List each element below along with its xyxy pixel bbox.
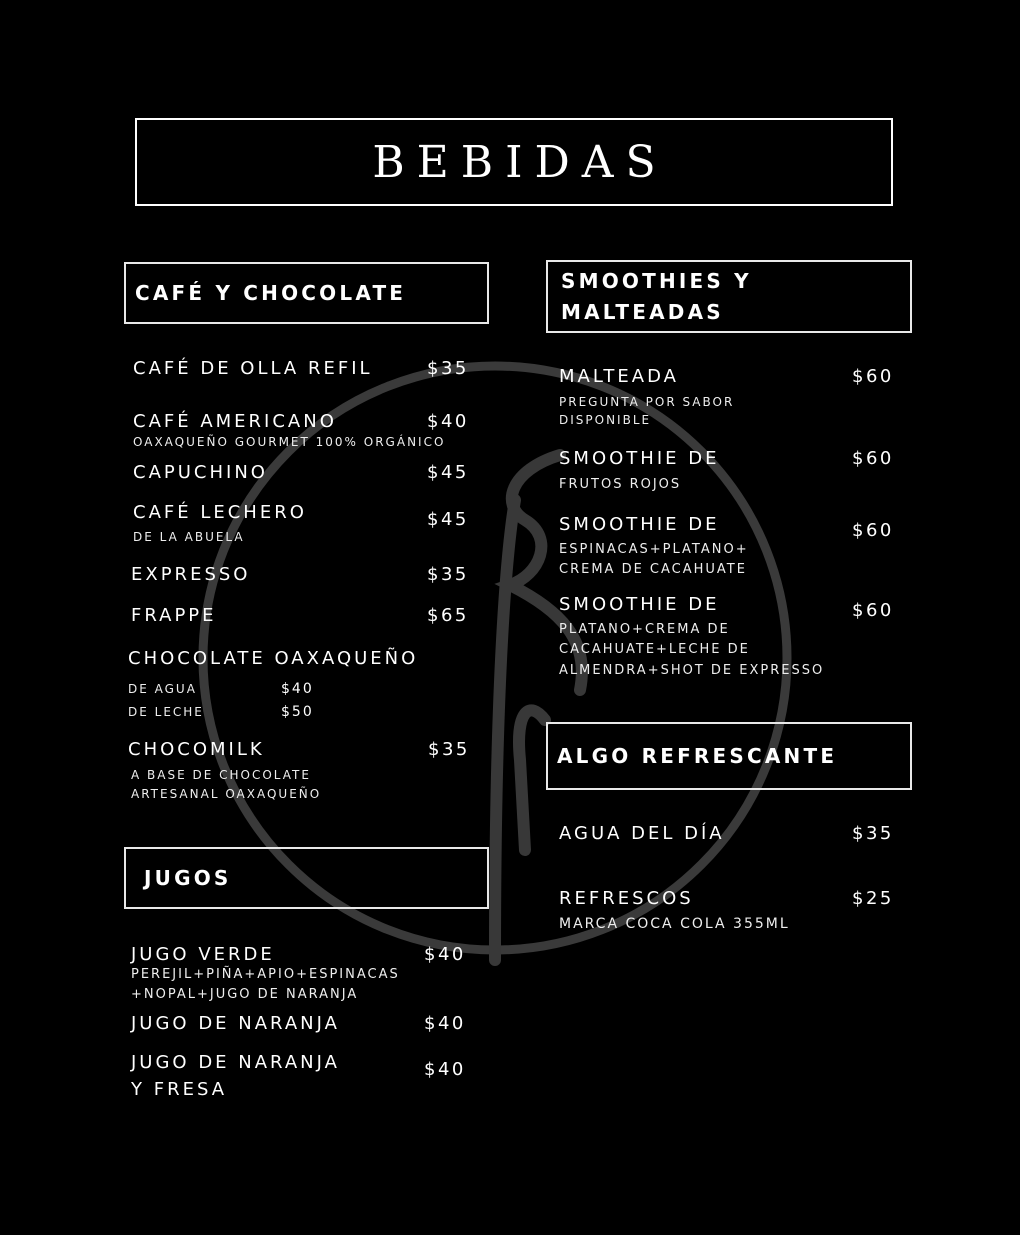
chocolate-option-label: DE AGUA — [128, 682, 197, 696]
menu-item-description: MARCA COCA COLA 355ML — [559, 916, 790, 932]
menu-item-name: SMOOTHIE DE — [559, 448, 720, 469]
menu-item-name: REFRESCOS — [559, 888, 694, 909]
menu-title: BEBIDAS — [372, 136, 668, 188]
section-cafe-header — [124, 262, 489, 324]
menu-item-price: $40 — [424, 1059, 466, 1080]
menu-item-price: $25 — [852, 888, 894, 909]
section-cafe-title: CAFÉ Y CHOCOLATE — [135, 280, 407, 305]
menu-item-price: $65 — [427, 605, 469, 626]
menu-item-price: $45 — [427, 509, 469, 530]
menu-item-price: $40 — [424, 944, 466, 965]
menu-item-name: FRAPPE — [131, 605, 217, 626]
menu-item-description: DE LA ABUELA — [133, 530, 245, 544]
menu-item-price: $45 — [427, 462, 469, 483]
menu-item-description: PREGUNTA POR SABOR — [559, 395, 735, 409]
section-smoothies-title-line: MALTEADAS — [561, 299, 724, 324]
menu-item-description: PEREJIL+PIÑA+APIO+ESPINACAS — [131, 967, 400, 982]
menu-item-name: CAPUCHINO — [133, 462, 268, 483]
menu-item-name: CAFÉ DE OLLA REFIL — [133, 358, 373, 379]
menu-item-description: FRUTOS ROJOS — [559, 477, 682, 492]
menu-item-name: JUGO DE NARANJA — [131, 1013, 340, 1034]
menu-item-name: SMOOTHIE DE — [559, 594, 720, 615]
menu-item-description: ALMENDRA+SHOT DE EXPRESSO — [559, 663, 825, 678]
menu-item-description: CACAHUATE+LECHE DE — [559, 642, 750, 657]
menu-item-description: ARTESANAL OAXAQUEÑO — [131, 787, 322, 801]
menu-item-name: CHOCOLATE OAXAQUEÑO — [128, 648, 419, 669]
menu-item-price: $40 — [424, 1013, 466, 1034]
menu-item-description: A BASE DE CHOCOLATE — [131, 768, 311, 782]
chocolate-option-price: $50 — [281, 704, 314, 720]
menu-item-description: PLATANO+CREMA DE — [559, 622, 730, 637]
menu-item-name: SMOOTHIE DE — [559, 514, 720, 535]
chocolate-option-label: DE LECHE — [128, 705, 204, 719]
menu-item-price: $60 — [852, 448, 894, 469]
menu-title-box — [135, 118, 893, 206]
menu-item-price: $60 — [852, 366, 894, 387]
menu-item-price: $35 — [852, 823, 894, 844]
menu-item-description: CREMA DE CACAHUATE — [559, 562, 747, 577]
menu-item-name: CHOCOMILK — [128, 739, 265, 760]
chocolate-option-price: $40 — [281, 681, 314, 697]
menu-item-name: CAFÉ AMERICANO — [133, 411, 337, 432]
menu-item-price: $60 — [852, 520, 894, 541]
menu-item-name: EXPRESSO — [131, 564, 251, 585]
menu-item-price: $40 — [427, 411, 469, 432]
menu-item-name: JUGO DE NARANJA — [131, 1052, 340, 1073]
menu-item-name: AGUA DEL DÍA — [559, 823, 725, 844]
menu-item-price: $35 — [427, 358, 469, 379]
menu-item-price: $35 — [427, 564, 469, 585]
menu-item-name: JUGO VERDE — [131, 944, 275, 965]
section-refrescante-title: ALGO REFRESCANTE — [557, 743, 838, 768]
menu-item-price: $60 — [852, 600, 894, 621]
menu-item-price: $35 — [428, 739, 470, 760]
section-refrescante-header — [546, 722, 912, 790]
menu-item-name: CAFÉ LECHERO — [133, 502, 307, 523]
section-jugos-header — [124, 847, 489, 909]
menu-item-description: DISPONIBLE — [559, 413, 652, 427]
section-smoothies-title — [561, 266, 752, 328]
menu-item-name: Y FRESA — [131, 1079, 228, 1100]
menu-item-description: OAXAQUEÑO GOURMET 100% ORGÁNICO — [133, 435, 446, 449]
section-smoothies-title-line: SMOOTHIES Y — [561, 268, 752, 293]
menu-item-description: +NOPAL+JUGO DE NARANJA — [131, 987, 359, 1002]
menu-item-description: ESPINACAS+PLATANO+ — [559, 542, 749, 557]
section-jugos-title: JUGOS — [144, 865, 232, 890]
section-smoothies-header — [546, 260, 912, 333]
menu-item-name: MALTEADA — [559, 366, 679, 387]
